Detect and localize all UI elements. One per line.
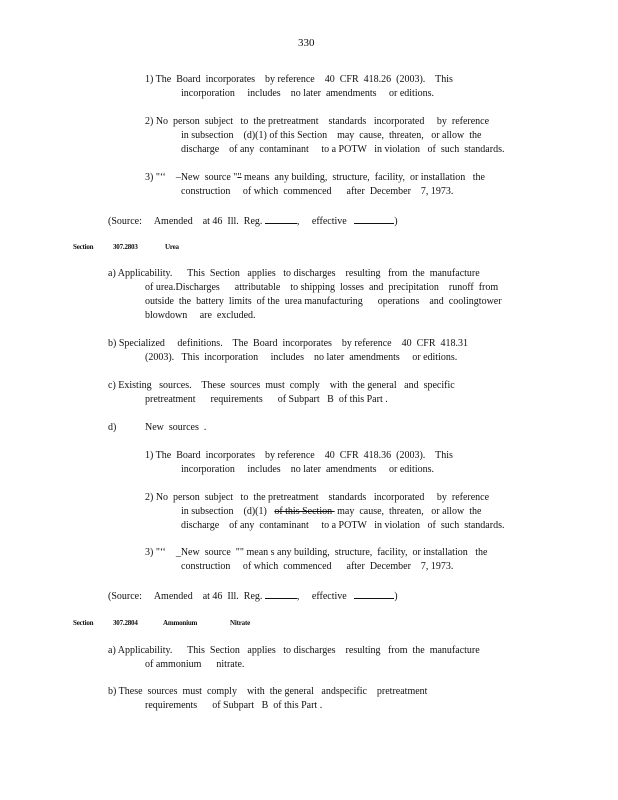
item-2-line-1: 2) No person subject to the pretreatment standards incorporated by reference xyxy=(145,116,490,127)
item-1-line-1: 1) The Board incorporates by reference 40 CFR 418.26 (2003). This xyxy=(145,74,453,85)
section-title-b: Nitrate xyxy=(230,619,250,627)
d-item-2-text-a: in subsection (d)(1) xyxy=(181,506,275,517)
item-2-line-3: discharge of any contaminant to a POTW in violation of such standards. xyxy=(181,144,505,155)
para-c-line-2: pretreatment requirements of Subpart B of this Part . xyxy=(145,394,388,405)
blank-line xyxy=(354,589,394,599)
section-title-a: Ammonium xyxy=(163,619,198,627)
blank-line xyxy=(354,214,394,224)
section-label: Section xyxy=(73,243,94,251)
section-number: 307.2803 xyxy=(113,243,138,251)
para-a-line-3: outside the battery limits of the urea manufacturing operations and coolingtower xyxy=(145,296,502,307)
source-text: (Source: Amended at 46 Ill. Reg. xyxy=(108,591,263,602)
d-item-3-line-2: construction of which commenced after December 7, 1973. xyxy=(181,561,454,572)
para-d-text: New sources . xyxy=(145,422,207,433)
source-effective: , effective xyxy=(296,216,347,227)
para-a-line-2: of ammonium nitrate. xyxy=(145,659,245,670)
blank-line xyxy=(265,589,297,599)
d-item-1-line-1: 1) The Board incorporates by reference 40 CFR 418.36 (2003). This xyxy=(145,450,453,461)
section-label: Section xyxy=(73,619,94,627)
item-3-struck: " xyxy=(237,172,242,183)
item-2-line-2: in subsection (d)(1) of this Section may cause, threaten, or allow the xyxy=(181,130,482,141)
source-close: ) xyxy=(394,591,398,602)
item-3-line-2: construction of which commenced after December 7, 1973. xyxy=(181,186,454,197)
para-d-label: d) xyxy=(108,422,117,433)
page-number: 330 xyxy=(298,37,315,49)
d-item-1-line-2: incorporation includes no later amendments or editions. xyxy=(181,464,434,475)
para-b-line-2: (2003). This incorporation includes no later amendments or editions. xyxy=(145,352,458,363)
item-1-line-2: incorporation includes no later amendments or editions. xyxy=(181,88,434,99)
d-item-2-text-c: may cause, threaten, or allow the xyxy=(334,506,482,517)
d-item-3-line-1: 3) "‘‘ _New source "" mean s any building, structure, facility, or installation the xyxy=(145,547,488,558)
para-a-line-1: a) Applicability. This Section applies to discharges resulting from the manufacture xyxy=(108,268,480,279)
section-number: 307.2804 xyxy=(113,619,138,627)
source-close: ) xyxy=(394,216,398,227)
source-note-1 xyxy=(108,214,398,228)
section-title: Urea xyxy=(165,243,179,251)
para-b-line-1: b) These sources must comply with the general andspecific pretreatment xyxy=(108,686,428,697)
para-b-line-2: requirements of Subpart B of this Part . xyxy=(145,700,323,711)
para-a-line-2: of urea.Discharges attributable to shipping losses and precipitation runoff from xyxy=(145,282,499,293)
item-3-text-c: means any building, structure, facility, or installation the xyxy=(241,172,485,183)
para-c-line-1: c) Existing sources. These sources must comply with the general and specific xyxy=(108,380,455,391)
para-a-line-1: a) Applicability. This Section applies to discharges resulting from the manufacture xyxy=(108,645,480,656)
d-item-2-struck: of this Section xyxy=(274,506,335,517)
source-effective: , effective xyxy=(296,591,347,602)
para-b-line-1: b) Specialized definitions. The Board incorporates by reference 40 CFR 418.31 xyxy=(108,338,469,349)
blank-line xyxy=(265,214,297,224)
para-a-line-4: blowdown are excluded. xyxy=(145,310,256,321)
item-3-text-a: 3) "‘‘ –New source " xyxy=(145,172,238,183)
d-item-2-line-3: discharge of any contaminant to a POTW in violation of such standards. xyxy=(181,520,505,531)
item-3-line-1 xyxy=(145,172,485,184)
source-note-2 xyxy=(108,589,398,603)
d-item-2-line-2 xyxy=(181,506,482,518)
source-text: (Source: Amended at 46 Ill. Reg. xyxy=(108,216,263,227)
d-item-2-line-1: 2) No person subject to the pretreatment standards incorporated by reference xyxy=(145,492,490,503)
